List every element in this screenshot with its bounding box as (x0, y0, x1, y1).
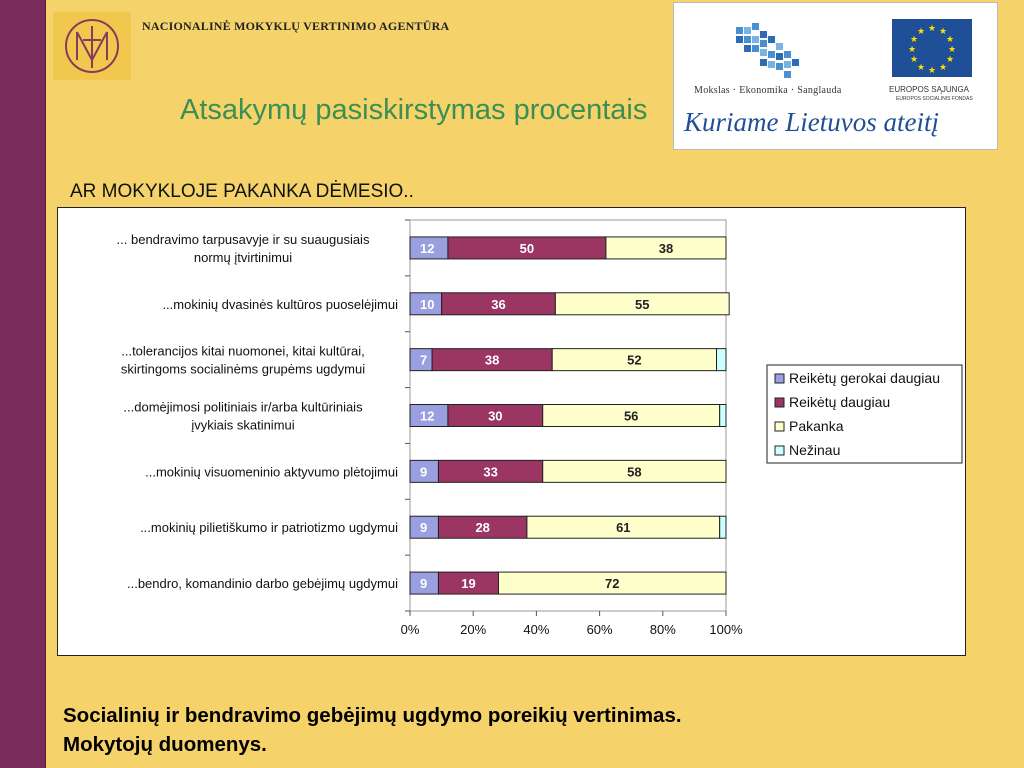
legend-swatch (775, 422, 784, 431)
eu-slogan: Kuriame Lietuvos ateitį (684, 107, 939, 137)
footer-line-2: Mokytojų duomenys. (63, 733, 267, 756)
x-tick-label: 0% (400, 622, 420, 637)
legend-swatch (775, 374, 784, 383)
svg-text:★: ★ (916, 27, 926, 37)
sidebar-stripe (0, 0, 46, 768)
data-label: 9 (420, 464, 428, 480)
svg-text:★: ★ (927, 66, 937, 76)
svg-text:★: ★ (938, 27, 948, 37)
legend-swatch (775, 446, 784, 455)
legend-entry: Reikėtų gerokai daugiau (789, 370, 940, 386)
category-label: ...mokinių dvasinės kultūros puoselėjimui (162, 296, 398, 312)
data-label: 52 (627, 352, 642, 368)
mosaic-logo-icon (736, 23, 799, 78)
data-label: 12 (420, 240, 435, 256)
data-label: 10 (420, 296, 435, 312)
data-label: 55 (635, 296, 650, 312)
data-label: 36 (491, 296, 506, 312)
x-tick-label: 80% (649, 622, 676, 637)
svg-text:★: ★ (945, 55, 955, 65)
category-label: ...mokinių visuomeninio aktyvumo plėtojimui (145, 464, 398, 480)
svg-text:★: ★ (907, 45, 917, 55)
data-label: 7 (420, 352, 428, 368)
data-label: 30 (488, 408, 503, 424)
legend-swatch (775, 398, 784, 407)
data-label: 58 (627, 464, 642, 480)
data-label: 33 (483, 464, 498, 480)
svg-text:★: ★ (945, 35, 955, 45)
svg-text:★: ★ (947, 45, 957, 55)
category-label: ...tolerancijos kitai nuomonei, kitai kultūrai, (121, 343, 365, 359)
agency-name: NACIONALINĖ MOKYKLŲ VERTINIMO AGENTŪRA (142, 19, 450, 33)
svg-text:★: ★ (909, 55, 919, 65)
data-label: 9 (420, 576, 428, 592)
chart-frame (57, 207, 966, 656)
data-label: 38 (658, 240, 674, 256)
category-label: įvykiais skatinimui (191, 417, 295, 433)
category-label: ... bendravimo tarpusavyje ir su suaugusiais (116, 231, 370, 247)
x-tick-label: 40% (523, 622, 550, 637)
data-label: 9 (420, 520, 428, 536)
category-label: ...bendro, komandinio darbo gebėjimų ugdymui (126, 576, 398, 592)
data-label: 38 (484, 352, 500, 368)
data-label: 19 (461, 576, 476, 592)
bar-segment (720, 516, 726, 538)
x-tick-label: 60% (586, 622, 613, 637)
category-label: skirtingoms socialinėms grupėms ugdymui (120, 361, 366, 377)
data-label: 56 (623, 408, 639, 424)
svg-text:★: ★ (909, 35, 919, 45)
svg-text:★: ★ (927, 24, 937, 34)
stacked-bar-chart (58, 208, 964, 654)
legend-entry: Pakanka (789, 418, 844, 434)
footer-caption (63, 701, 682, 759)
bar-segment (720, 405, 726, 427)
x-tick-label: 100% (709, 622, 743, 637)
category-label: normų įtvirtinimui (193, 249, 293, 265)
slide-title: Atsakymų pasiskirstymas procentais (180, 94, 648, 126)
data-label: 50 (519, 240, 535, 256)
data-label: 72 (605, 576, 620, 592)
question-heading: AR MOKYKLOJE PAKANKA DĖMESIO.. (70, 181, 414, 202)
legend-entry: Nežinau (789, 442, 841, 458)
eu-caption-left: Mokslas · Ekonomika · Sanglauda (694, 85, 842, 96)
category-label: ...domėjimosi politiniais ir/arba kultūriniais (123, 399, 363, 415)
bar-segment (717, 349, 726, 371)
x-tick-label: 20% (460, 622, 487, 637)
svg-text:★: ★ (916, 63, 926, 73)
eu-flag-icon (892, 19, 972, 77)
agency-logo (53, 12, 131, 80)
eu-funding-banner (673, 2, 998, 150)
eu-caption-right-small: EUROPOS SOCIALINIS FONDAS (896, 96, 973, 102)
data-label: 12 (420, 408, 435, 424)
data-label: 28 (475, 520, 490, 536)
svg-text:★: ★ (938, 63, 948, 73)
data-label: 61 (616, 520, 631, 536)
eu-caption-right: EUROPOS SĄJUNGA (889, 85, 970, 94)
category-label: ...mokinių pilietiškumo ir patriotizmo ugdymui (140, 520, 398, 536)
legend-entry: Reikėtų daugiau (789, 394, 891, 410)
footer-line-1: Socialinių ir bendravimo gebėjimų ugdymo poreikių vertinimas. (63, 704, 682, 727)
